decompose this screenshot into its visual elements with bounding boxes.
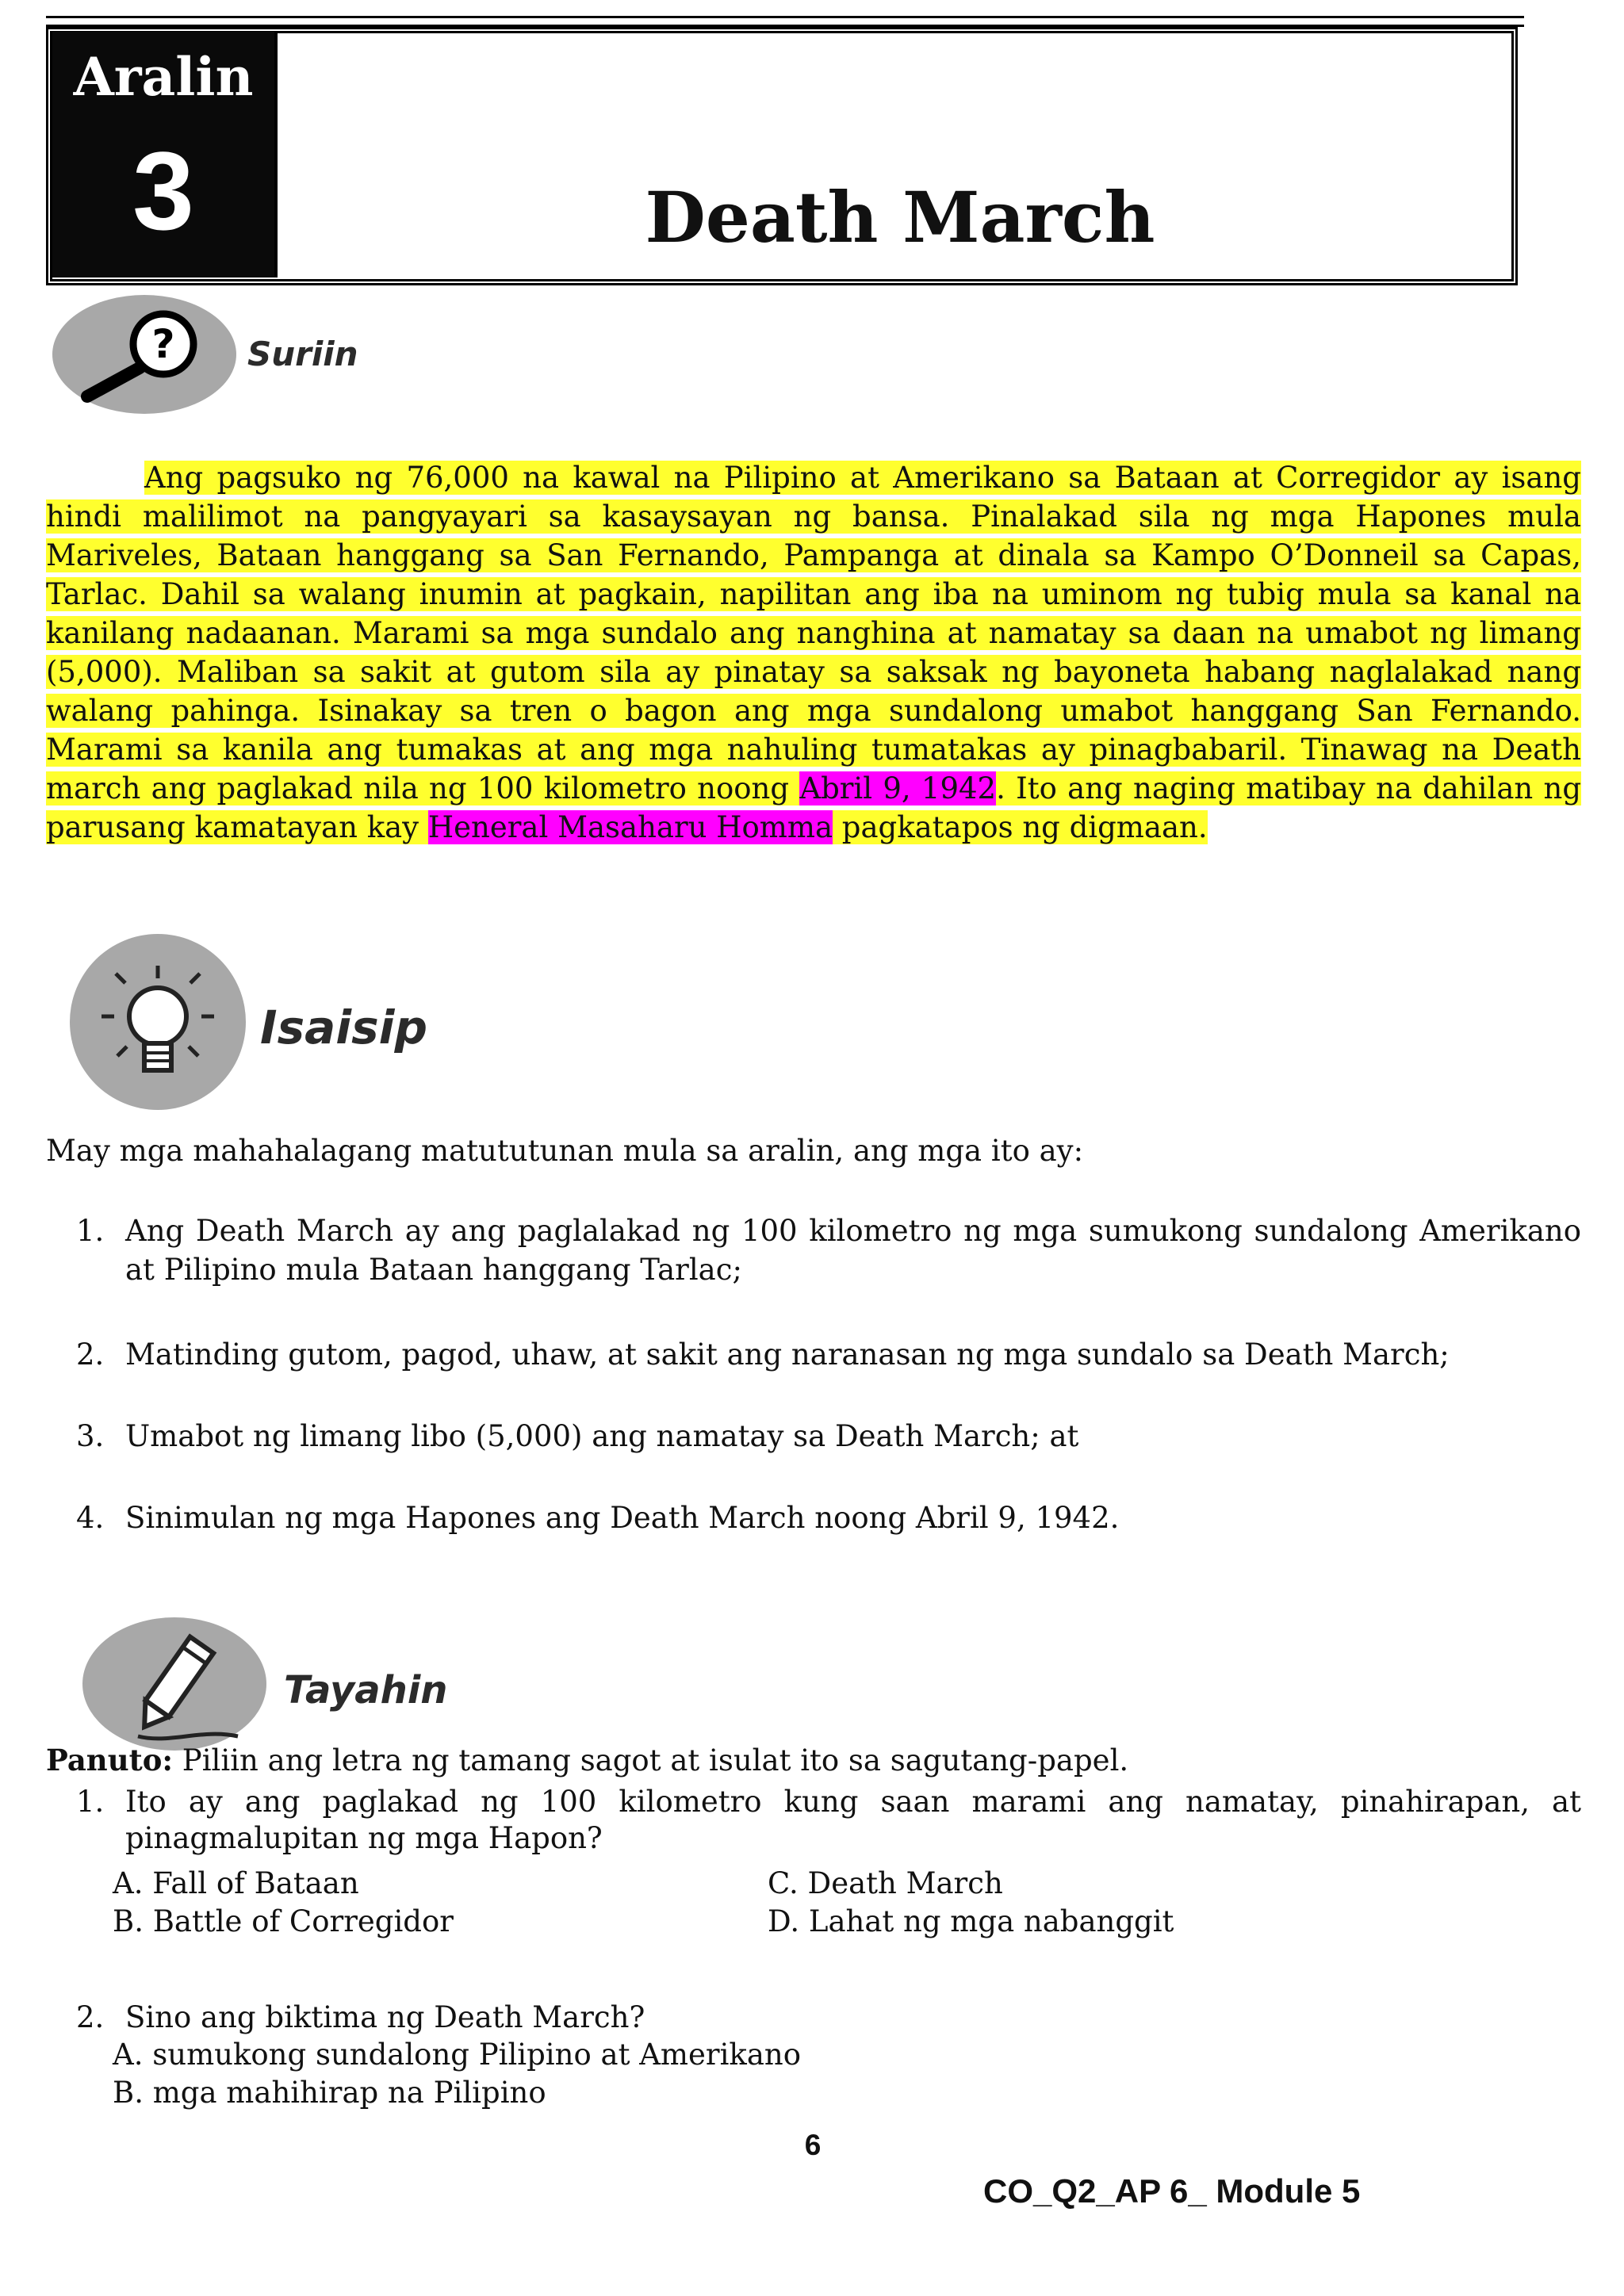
- instructions-text: Piliin ang letra ng tamang sagot at isulat ito sa sagutang-papel.: [173, 1743, 1129, 1777]
- section-title-suriin: Suriin: [247, 335, 358, 373]
- option-letter: D.: [768, 1904, 800, 1938]
- question-number: 2.: [76, 2000, 105, 2034]
- isaisip-intro: May mga mahahalagang matututunan mula sa aralin, ang mga ito ay:: [46, 1134, 1084, 1168]
- option-b: [113, 1904, 454, 1938]
- question-text: Ito ay ang paglakad ng 100 kilometro kung saan marami ang namatay, pinahirapan, at pinagmalupitan ng mga Hapon?: [125, 1785, 1581, 1855]
- suriin-paragraph: [46, 458, 1581, 847]
- lightbulb-icon: [70, 934, 246, 1110]
- list-item-text: Sinimulan ng mga Hapones ang Death March noong Abril 9, 1942.: [125, 1501, 1120, 1535]
- option-letter: C.: [768, 1866, 799, 1900]
- list-item-text: Matinding gutom, pagod, uhaw, at sakit ang naranasan ng mga sundalo sa Death March;: [125, 1337, 1450, 1372]
- list-item-number: 2.: [76, 1337, 105, 1372]
- list-item-text: Ang Death March ay ang paglalakad ng 100 kilometro ng mga sumukong sundalong Amerikano at Pilipino mula Bataan hanggang Tarlac;: [125, 1214, 1581, 1287]
- header-top-rule: [46, 16, 1524, 27]
- magnifier-question-icon: [52, 295, 236, 414]
- module-code: CO_Q2_AP 6_ Module 5: [983, 2172, 1361, 2210]
- list-item: [46, 1211, 1581, 1289]
- instructions-label: Panuto:: [46, 1743, 174, 1777]
- question-text: Sino ang biktima ng Death March?: [125, 2000, 645, 2034]
- option-c: [768, 1866, 1003, 1900]
- section-title-isaisip: Isaisip: [260, 1001, 428, 1054]
- question-1: [46, 1784, 1581, 1857]
- aralin-label: Aralin: [73, 46, 254, 108]
- question-2: [46, 1999, 1581, 2036]
- option-letter: A.: [113, 2038, 144, 2072]
- section-title-tayahin: Tayahin: [284, 1668, 448, 1712]
- list-item: [46, 1417, 1581, 1456]
- lesson-title: Death March: [645, 176, 1155, 258]
- list-item: [46, 1498, 1581, 1537]
- option-text: Battle of Corregidor: [152, 1904, 454, 1938]
- paragraph-text-2: . Ito ang naging matibay na dahilan ng parusang kamatayan kay: [46, 771, 1582, 844]
- option-b: [113, 2076, 546, 2110]
- question-number: 1.: [76, 1785, 105, 1819]
- option-letter: B.: [113, 1904, 144, 1938]
- list-item-number: 3.: [76, 1419, 105, 1453]
- option-text: sumukong sundalong Pilipino at Amerikano: [152, 2038, 802, 2072]
- option-text: Death March: [807, 1866, 1003, 1900]
- list-item-number: 1.: [76, 1214, 105, 1248]
- list-item-text: Umabot ng limang libo (5,000) ang namatay sa Death March; at: [125, 1419, 1079, 1453]
- list-item: [46, 1335, 1581, 1374]
- pencil-icon: [82, 1617, 266, 1751]
- lesson-number: 3: [132, 128, 194, 253]
- option-letter: A.: [113, 1866, 144, 1900]
- option-a: [113, 1866, 359, 1900]
- option-a: [113, 2038, 801, 2072]
- option-text: Lahat ng mga nabanggit: [808, 1904, 1174, 1938]
- svg-text:?: ?: [151, 321, 175, 367]
- option-d: [768, 1904, 1174, 1938]
- page-number: 6: [804, 2129, 822, 2161]
- highlighted-general: Heneral Masaharu Homma: [427, 810, 833, 844]
- instructions: [46, 1743, 1128, 1777]
- option-text: Fall of Bataan: [152, 1866, 359, 1900]
- option-text: mga mahihirap na Pilipino: [152, 2076, 546, 2110]
- list-item-number: 4.: [76, 1501, 105, 1535]
- highlighted-date: Abril 9, 1942: [799, 771, 997, 806]
- paragraph-text-3: pagkatapos ng digmaan.: [833, 810, 1208, 844]
- paragraph-text-1: Ang pagsuko ng 76,000 na kawal na Pilipino at Amerikano sa Bataan at Corregidor ay isang hindi malilimot na pangyayari sa kasaysayan ng bansa. Pinalakad sila ng mga Hapones mula Mariveles, Bataan hanggang sa San Fernando, Pampanga at dinala sa Kampo O’Donneil sa Capas, Tarlac. Dahil sa walang inumin at pagkain, napilitan ang iba na uminom ng tubig mula sa kanal na kanilang nadaanan. Marami sa mga sundalo ang nanghina at namatay sa daan na umabot ng limang (5,000). Maliban sa sakit at gutom sila ay pinatay sa saksak ng bayoneta habang naglalakad nang walang pahinga. Isinakay sa tren o bagon ang mga sundalong umabot hanggang San Fernando. Marami sa kanila ang tumakas at ang mga nahuling tumatakas ay pinagbabaril. Tinawag na Death march ang paglakad nila ng 100 kilometro noong: [46, 461, 1581, 806]
- option-letter: B.: [113, 2076, 144, 2110]
